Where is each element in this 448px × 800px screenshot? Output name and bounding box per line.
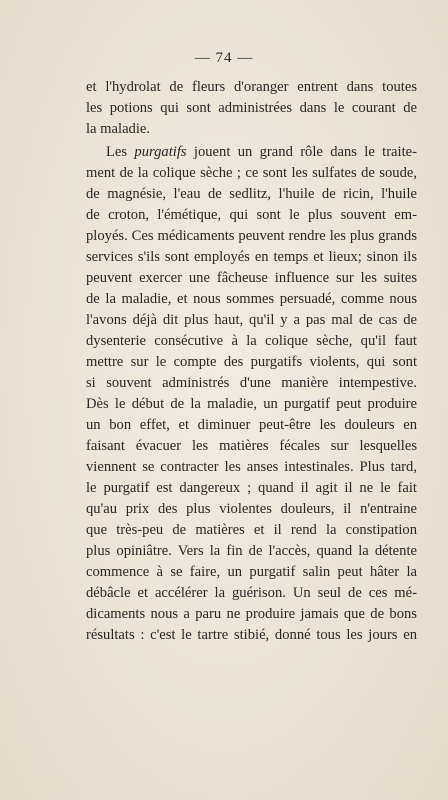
text-line: ment de la colique sèche ; ce sont les sulfates de soude, xyxy=(86,165,417,181)
italic-term: purgatifs xyxy=(134,144,187,160)
text-line: de magnésie, l'eau de sedlitz, l'huile de ricin, l'huile xyxy=(86,186,417,202)
text-line: dicaments nous a paru ne produire jamais que de bons xyxy=(86,606,417,622)
text-line: les potions qui sont administrées dans le courant de xyxy=(86,100,417,116)
text-line: si souvent administrés d'une manière intempestive. xyxy=(86,375,417,391)
text-line: dysenterie consécutive à la colique sèche, qu'il faut xyxy=(86,333,417,349)
paragraph-2 xyxy=(86,142,417,646)
text-line: un bon effet, et diminuer peut-être les douleurs en xyxy=(86,417,417,433)
text-line: ployés. Ces médicaments peuvent rendre les plus grands xyxy=(86,228,417,244)
text-line: l'avons déjà dit plus haut, qu'il y a pas mal de cas de xyxy=(86,312,417,328)
page-number: — 74 — xyxy=(194,50,254,66)
text-line: le purgatif est dangereux ; quand il agit il ne le fait xyxy=(86,480,417,496)
text-line: commence à se faire, un purgatif salin peut hâter la xyxy=(86,564,417,580)
paragraph-lead-rest: jouent un grand rôle dans le traite- xyxy=(186,144,417,160)
text-line: débâcle et accélérer la guérison. Un seul de ces mé- xyxy=(86,585,417,601)
text-line: qu'au prix des plus violentes douleurs, il n'entraine xyxy=(86,501,417,517)
text-line: mettre sur le compte des purgatifs violents, qui sont xyxy=(86,354,417,370)
paragraph-1 xyxy=(86,77,417,140)
text-line: de la maladie, et nous sommes persuadé, comme nous xyxy=(86,291,417,307)
text-line: faisant évacuer les matières fécales sur lesquelles xyxy=(86,438,417,454)
text-line: de croton, l'émétique, qui sont le plus souvent em- xyxy=(86,207,417,223)
text-line: résultats : c'est le tartre stibié, donné tous les jours en xyxy=(86,627,417,643)
text-line: que très-peu de matières et il rend la constipation xyxy=(86,522,417,538)
text-line: services s'ils sont employés en temps et lieux; sinon ils xyxy=(86,249,417,265)
text-line: Dès le début de la maladie, un purgatif peut produire xyxy=(86,396,417,412)
text-line: peuvent exercer une fâcheuse influence sur les suites xyxy=(86,270,417,286)
text-line: la maladie. xyxy=(86,121,151,137)
text-line-first xyxy=(86,142,417,163)
text-line: viennent se contracter les anses intestinales. Plus tard, xyxy=(86,459,417,475)
text-line: plus opiniâtre. Vers la fin de l'accès, quand la détente xyxy=(86,543,417,559)
paragraph-lead: Les xyxy=(106,144,135,160)
text-line: et l'hydrolat de fleurs d'oranger entrent dans toutes xyxy=(86,79,417,95)
